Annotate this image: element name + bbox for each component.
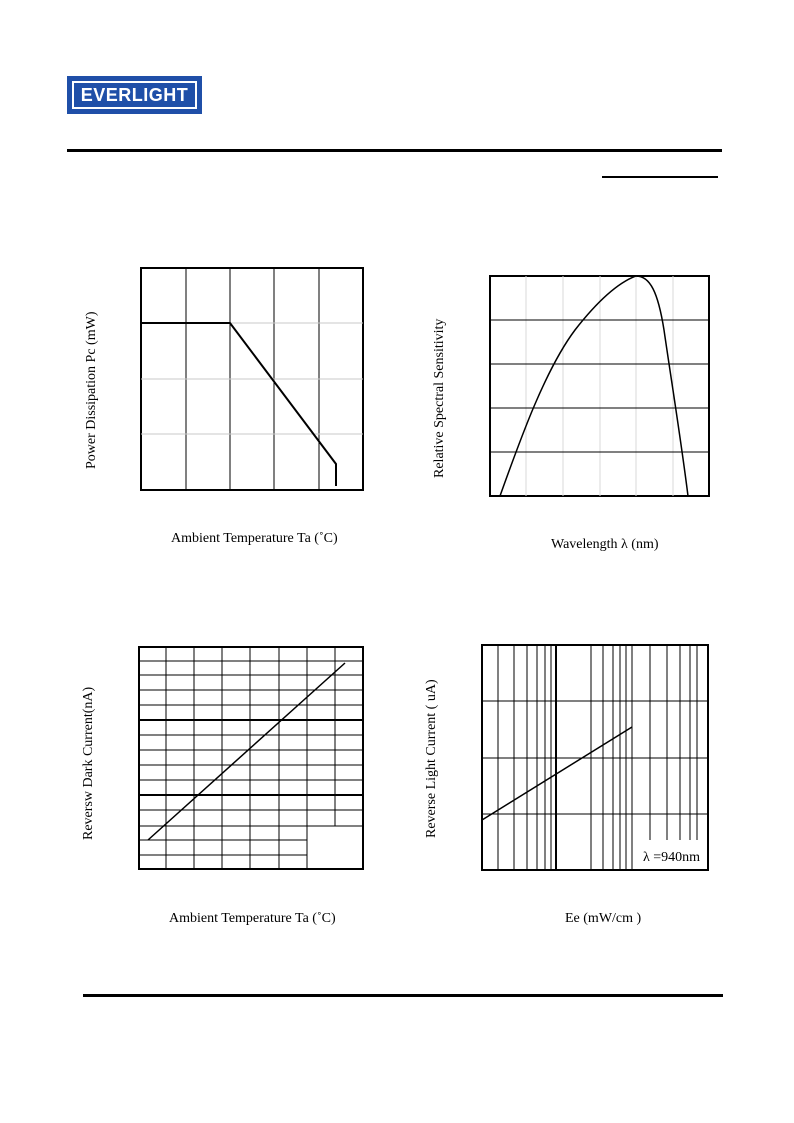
y-axis-label: Relative Spectral Sensitivity bbox=[432, 318, 447, 478]
x-axis-label: Wavelength λ (nm) bbox=[551, 537, 659, 552]
brand-logo-text: EVERLIGHT bbox=[72, 81, 197, 109]
x-axis-label: Ambient Temperature Ta (˚C) bbox=[169, 911, 336, 926]
grid bbox=[482, 645, 708, 870]
y-axis-label: Reverse Light Current ( uA) bbox=[424, 679, 439, 838]
x-axis-label: Ee (mW/cm ) bbox=[565, 911, 642, 926]
y-axis-label: Power Dissipation Pc (mW) bbox=[84, 311, 99, 469]
y-axis-label: Reversw Dark Current(nA) bbox=[81, 686, 96, 840]
x-axis-label: Ambient Temperature Ta (˚C) bbox=[171, 531, 338, 546]
wavelength-annotation: λ =940nm bbox=[643, 850, 701, 865]
